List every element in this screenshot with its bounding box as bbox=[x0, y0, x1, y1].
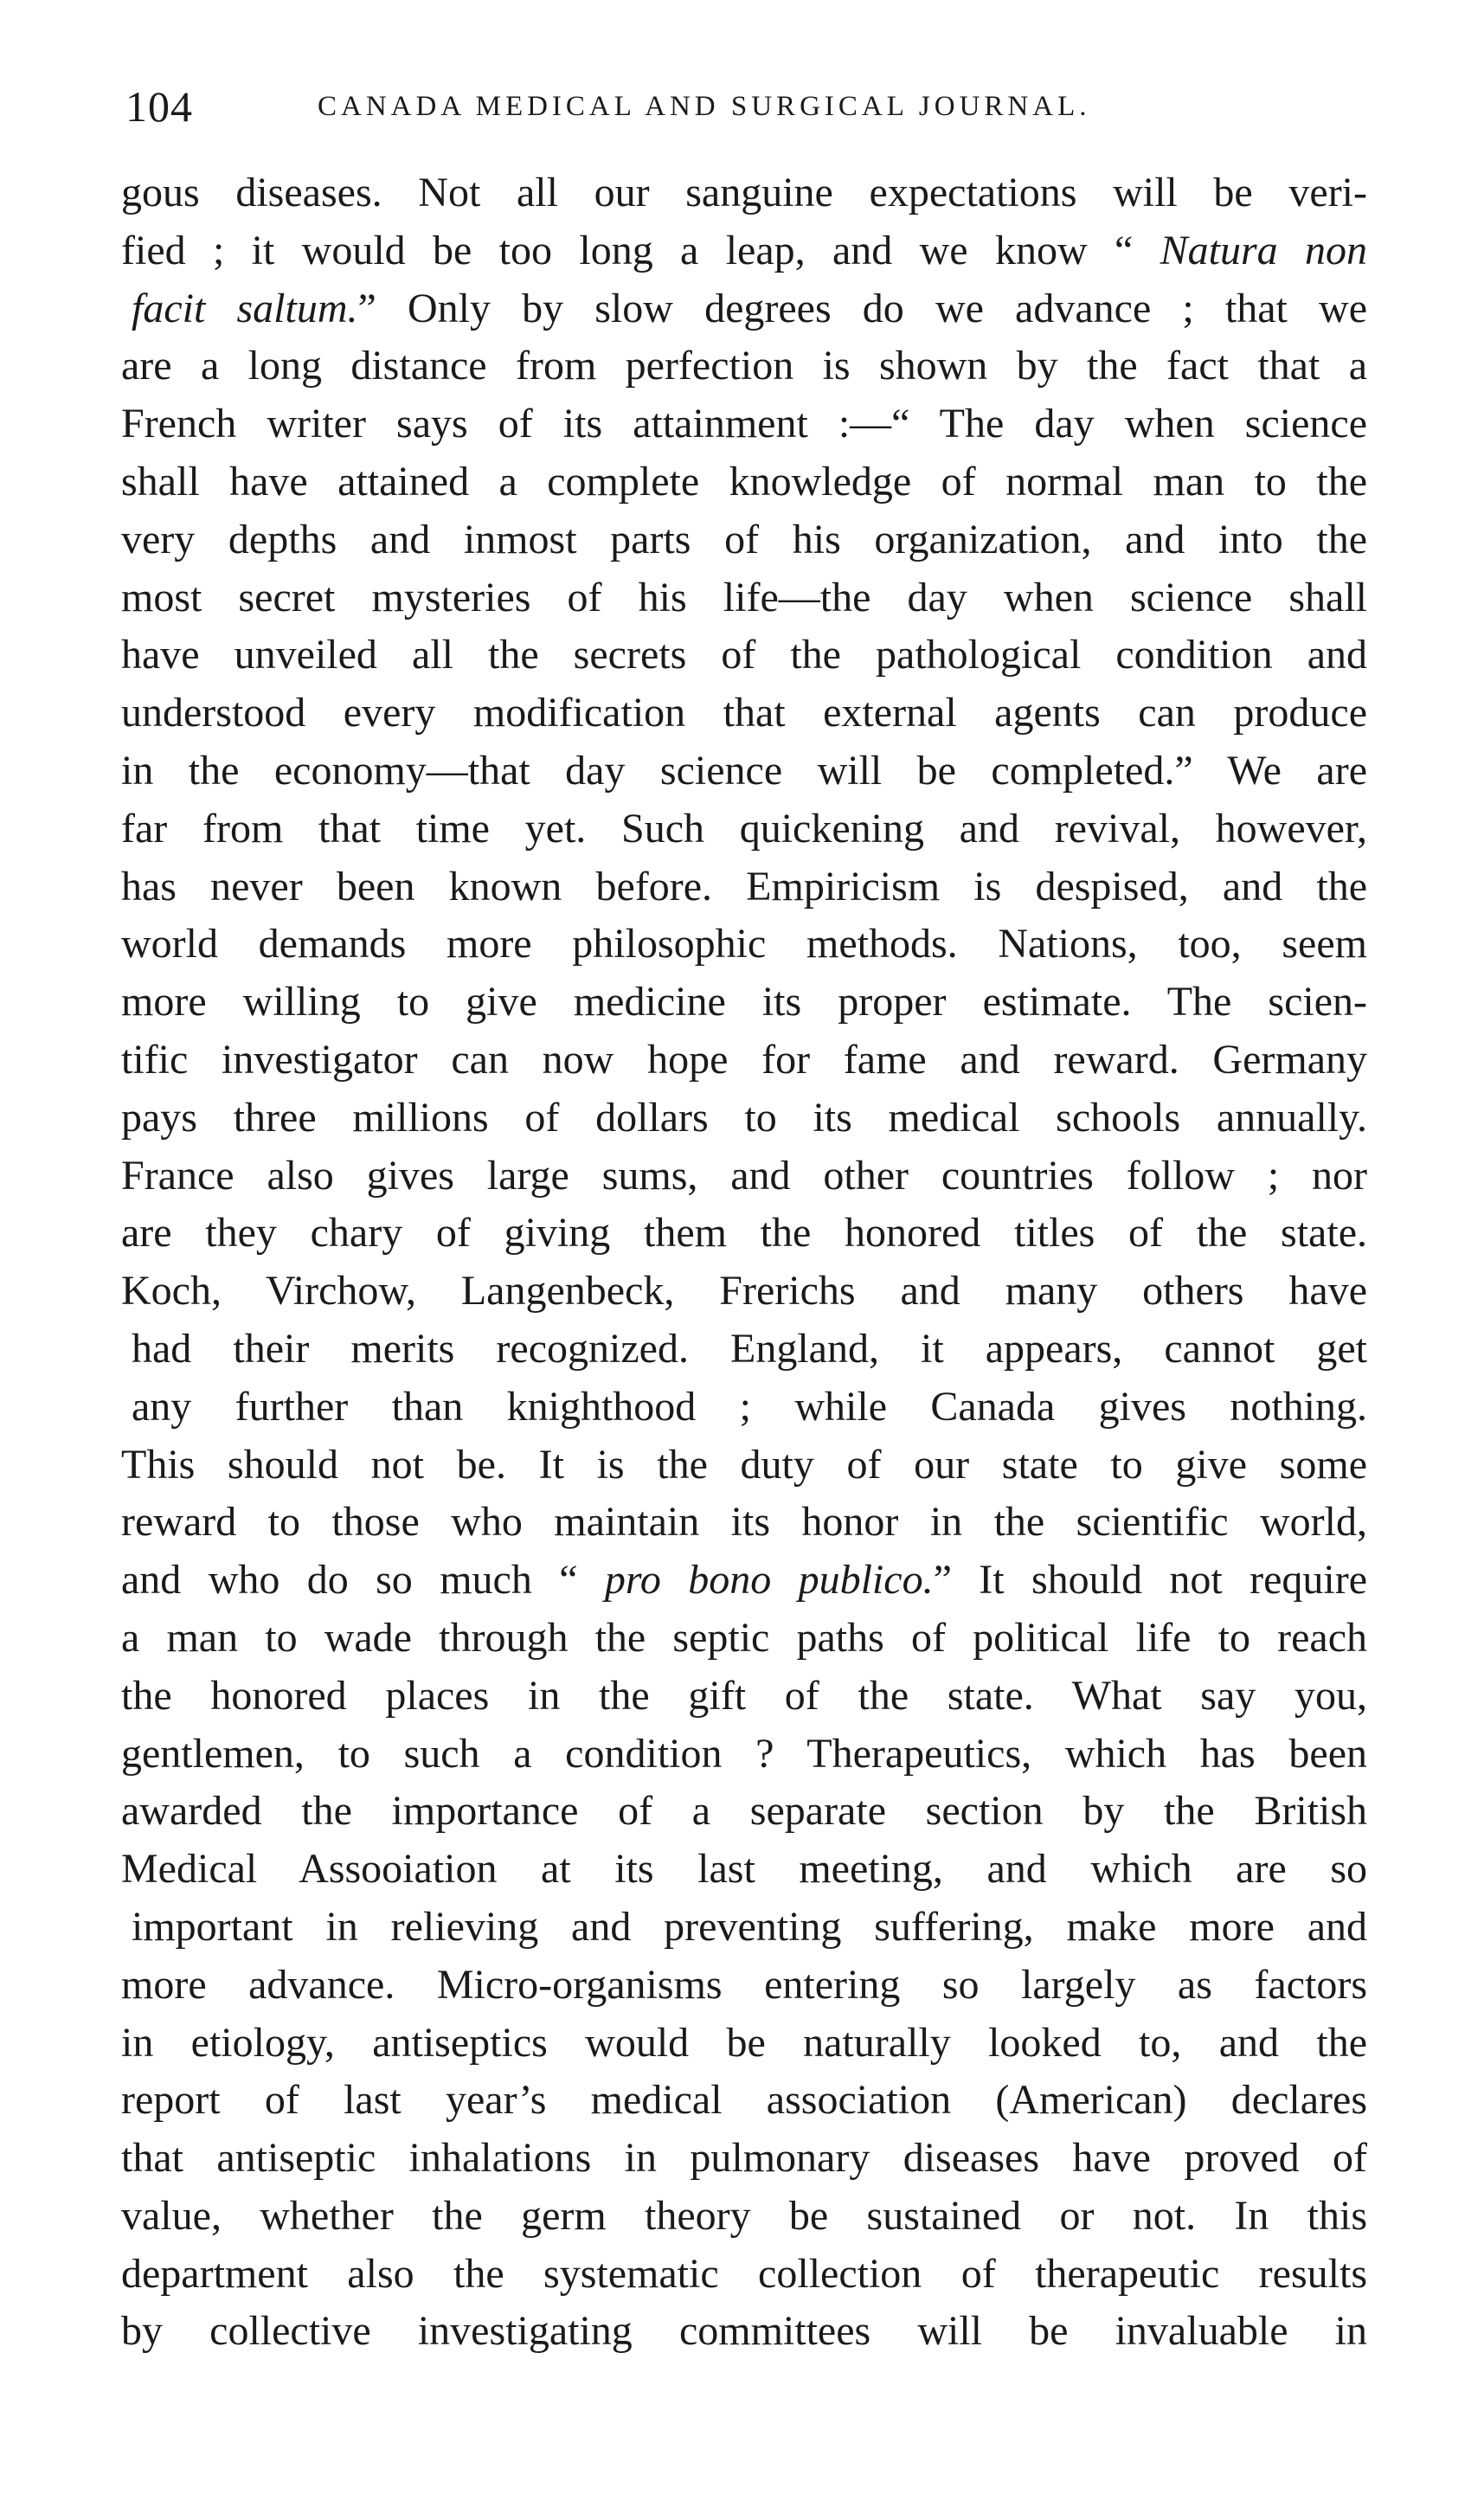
text-line bbox=[121, 511, 1367, 569]
text-line bbox=[121, 742, 1367, 800]
text-line bbox=[121, 916, 1367, 974]
text-line bbox=[132, 1321, 1367, 1379]
text-segment: Koch, Virchow, Langenbeck, Frerichs and many others have bbox=[121, 1268, 1367, 1315]
text-line bbox=[121, 222, 1367, 280]
text-line bbox=[121, 2188, 1367, 2246]
text-segment: awarded the importance of a separate section by the British bbox=[121, 1788, 1367, 1835]
italic-text: Natura non bbox=[1160, 227, 1368, 273]
text-segment: world demands more philosophic methods. Nations, too, seem bbox=[121, 921, 1367, 967]
text-line bbox=[121, 453, 1367, 511]
text-line bbox=[121, 1090, 1367, 1147]
text-line bbox=[121, 1494, 1367, 1552]
text-line bbox=[121, 2303, 1367, 2361]
text-segment: reward to those who maintain its honor in the scientific world, bbox=[121, 1499, 1367, 1546]
text-segment: pays three millions of dollars to its medical schools annually. bbox=[121, 1094, 1367, 1141]
text-line bbox=[121, 974, 1367, 1032]
text-line bbox=[132, 1899, 1367, 1957]
text-segment: a man to wade through the septic paths of political life to reach bbox=[121, 1614, 1367, 1661]
text-segment: has never been known before. Empiricism is despised, and the bbox=[121, 863, 1367, 910]
text-segment: understood every modification that external agents can produce bbox=[121, 690, 1367, 736]
text-line bbox=[121, 1437, 1367, 1495]
text-segment: France also gives large sums, and other countries follow ; nor bbox=[121, 1152, 1367, 1199]
text-line bbox=[121, 858, 1367, 916]
text-segment: fied ; it would be too long a leap, and we know “ bbox=[121, 227, 1160, 273]
text-line bbox=[121, 337, 1367, 395]
text-segment: gous diseases. Not all our sanguine expectations will be veri- bbox=[121, 170, 1367, 215]
text-line bbox=[121, 1147, 1367, 1205]
italic-text: pro bono publico. bbox=[604, 1557, 934, 1604]
text-line bbox=[121, 627, 1367, 685]
text-line bbox=[121, 685, 1367, 742]
text-line bbox=[121, 395, 1367, 453]
text-line bbox=[121, 1668, 1367, 1726]
text-segment: French writer says of its attainment :—“ The day when science bbox=[121, 401, 1367, 447]
text-segment: important in relieving and preventing suffering, make more and bbox=[132, 1903, 1367, 1950]
text-segment: far from that time yet. Such quickening and revival, however, bbox=[121, 805, 1367, 852]
text-line bbox=[121, 1957, 1367, 2015]
text-segment: This should not be. It is the duty of our state to give some bbox=[121, 1441, 1367, 1488]
text-line bbox=[121, 1263, 1367, 1321]
text-segment: are they chary of giving them the honored titles of the state. bbox=[121, 1210, 1367, 1257]
text-segment: more willing to give medicine its proper estimate. The scien- bbox=[121, 979, 1367, 1025]
text-segment: ” Only by slow degrees do we advance ; that we bbox=[357, 285, 1368, 331]
text-segment: are a long distance from perfection is shown by the fact that a bbox=[121, 343, 1367, 389]
body-text bbox=[121, 164, 1367, 2361]
text-line bbox=[121, 1783, 1367, 1841]
page-number: 104 bbox=[125, 82, 193, 131]
text-line bbox=[121, 2130, 1367, 2188]
text-segment: tific investigator can now hope for fame and reward. Germany bbox=[121, 1036, 1367, 1083]
text-segment: had their merits recognized. England, it appears, cannot get bbox=[132, 1325, 1367, 1372]
text-segment: more advance. Micro-organisms entering so largely as factors bbox=[121, 1961, 1367, 2008]
running-head bbox=[125, 76, 1372, 137]
text-segment: any further than knighthood ; while Canada gives nothing. bbox=[132, 1383, 1367, 1430]
text-segment: very depths and inmost parts of his organization, and into the bbox=[121, 516, 1367, 562]
text-line bbox=[121, 2246, 1367, 2304]
text-line bbox=[132, 280, 1367, 338]
text-segment: in the economy—that day science will be completed.” We are bbox=[121, 747, 1367, 794]
text-segment: value, whether the germ theory be sustained or not. In this bbox=[121, 2192, 1367, 2239]
text-line bbox=[121, 1726, 1367, 1784]
text-segment: Medical Assooiation at its last meeting, and which are so bbox=[121, 1846, 1367, 1893]
text-segment: department also the systematic collection of therapeutic results bbox=[121, 2250, 1367, 2297]
text-line bbox=[121, 1610, 1367, 1668]
text-line bbox=[121, 164, 1367, 222]
text-line bbox=[121, 800, 1367, 858]
text-line bbox=[132, 1379, 1367, 1437]
text-line bbox=[121, 2072, 1367, 2130]
text-line bbox=[121, 1552, 1367, 1610]
text-segment: shall have attained a complete knowledge of normal man to the bbox=[121, 458, 1367, 505]
text-line bbox=[121, 1841, 1367, 1899]
text-segment: report of last year’s medical association (American) declares bbox=[121, 2077, 1367, 2124]
text-line bbox=[121, 569, 1367, 627]
text-line bbox=[121, 1032, 1367, 1090]
text-segment: most secret mysteries of his life—the day when science shall bbox=[121, 574, 1367, 620]
text-segment: ” It should not require bbox=[933, 1557, 1368, 1604]
text-segment: that antiseptic inhalations in pulmonary diseases have proved of bbox=[121, 2135, 1367, 2182]
text-segment: have unveiled all the secrets of the pathological condition and bbox=[121, 632, 1367, 678]
text-segment: the honored places in the gift of the state. What say you, bbox=[121, 1672, 1367, 1719]
italic-text: facit saltum. bbox=[132, 285, 358, 331]
text-line bbox=[121, 1205, 1367, 1263]
journal-title: CANADA MEDICAL AND SURGICAL JOURNAL. bbox=[318, 91, 1091, 122]
text-segment: and who do so much “ bbox=[121, 1557, 605, 1604]
text-segment: gentlemen, to such a condition ? Therapeutics, which has been bbox=[121, 1730, 1367, 1777]
text-segment: by collective investigating committees will be invaluable in bbox=[121, 2308, 1367, 2355]
text-line bbox=[121, 2015, 1367, 2073]
text-segment: in etiology, antiseptics would be naturally looked to, and the bbox=[121, 2019, 1367, 2066]
